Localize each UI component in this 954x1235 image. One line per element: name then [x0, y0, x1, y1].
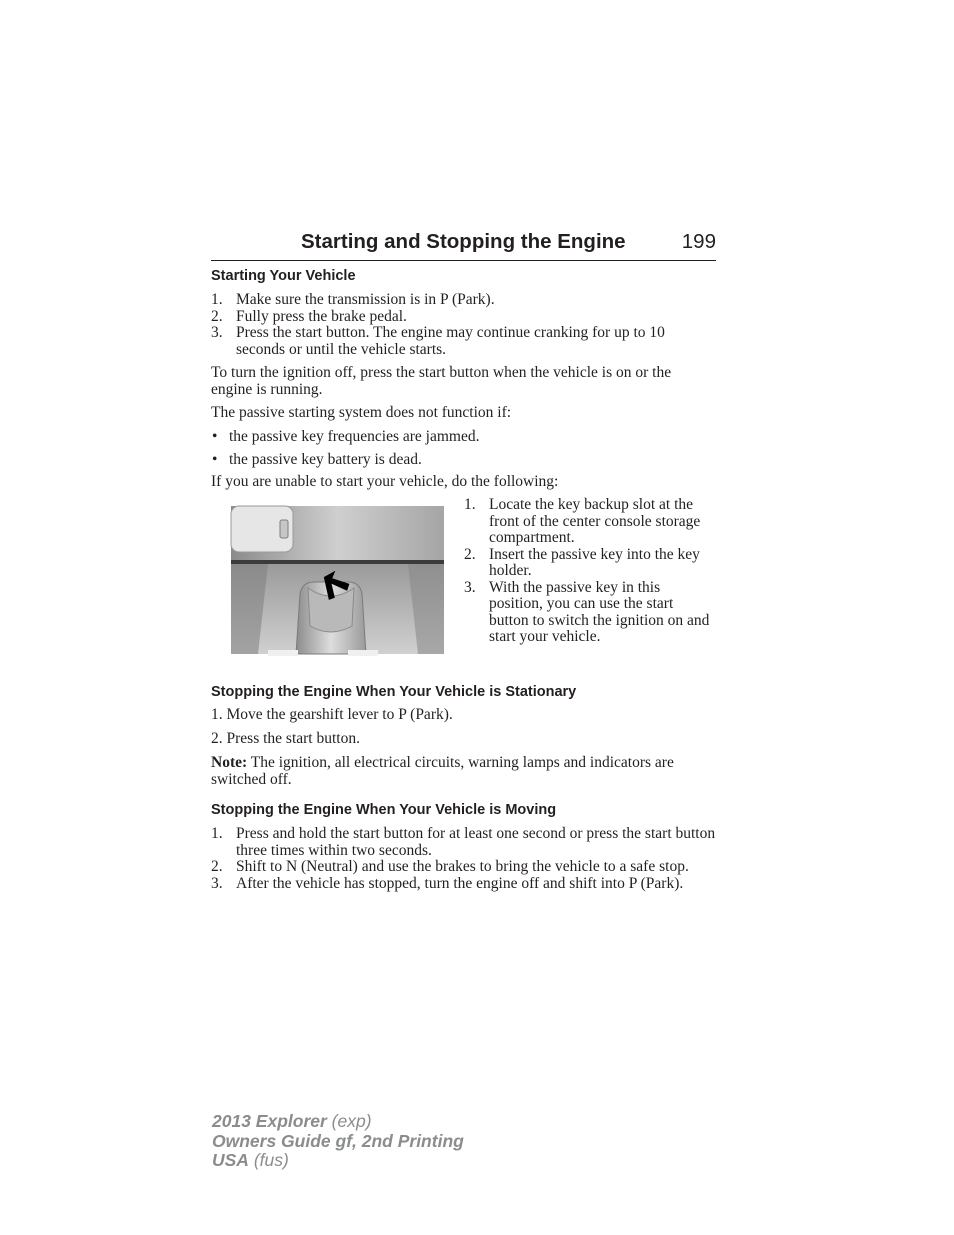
list-item: 1. Press and hold the start button for at least one second or press the start button three times within two seconds. — [211, 825, 716, 859]
list-item: 2. Insert the passive key into the key holder. — [464, 545, 700, 579]
list-item: 1. Locate the key backup slot at the front of the center console storage compartment. — [464, 496, 701, 546]
heading-starting-your-vehicle: Starting Your Vehicle — [211, 268, 356, 284]
footer-guide-line: Owners Guide gf, 2nd Printing — [212, 1130, 464, 1151]
heading-stopping-moving: Stopping the Engine When Your Vehicle is Moving — [211, 802, 557, 818]
page-header — [211, 229, 716, 261]
list-item: 2. Shift to N (Neutral) and use the brakes to bring the vehicle to a safe stop. — [211, 858, 689, 875]
bullet-item: • the passive key battery is dead. — [211, 452, 734, 469]
footer-market-line: USA (fus) — [212, 1150, 289, 1170]
paragraph-ignition-off: To turn the ignition off, press the start button when the vehicle is on or the engine is running. — [211, 364, 672, 398]
note-text: The ignition, all electrical circuits, warning lamps and indicators are switched off. — [211, 754, 674, 788]
list-item: 1. Make sure the transmission is in P (Park). — [211, 291, 495, 308]
heading-stopping-stationary: Stopping the Engine When Your Vehicle is Stationary — [211, 684, 577, 700]
stationary-step-2: 2. Press the start button. — [211, 730, 360, 747]
bullet-item: • the passive key frequencies are jammed. — [211, 429, 734, 446]
moving-steps-list — [211, 826, 716, 892]
list-item: 3. After the vehicle has stopped, turn the engine off and shift into P (Park). — [211, 874, 684, 892]
paragraph-unable-to-start: If you are unable to start your vehicle, do the following: — [211, 473, 559, 490]
stationary-step-1: 1. Move the gearshift lever to P (Park). — [211, 706, 453, 723]
page-number: 199 — [681, 230, 716, 253]
paragraph-passive-system: The passive starting system does not function if: — [211, 404, 512, 421]
note-label: Note: — [211, 754, 248, 771]
footer-model-line: 2013 Explorer (exp) — [212, 1111, 372, 1131]
chapter-title: Starting and Stopping the Engine — [301, 230, 626, 253]
page-footer — [212, 1112, 464, 1171]
key-backup-slot-illustration — [228, 504, 446, 657]
list-item: 3. With the passive key in this position, you can use the start button to switch the ignition on and start your vehicle. — [464, 578, 710, 645]
list-item: 3. Press the start button. The engine may continue cranking for up to 10 seconds or until the vehicle starts. — [211, 324, 665, 358]
backup-steps-list — [464, 497, 716, 646]
list-item: 2. Fully press the brake pedal. — [211, 307, 407, 325]
note-paragraph — [211, 755, 716, 788]
starting-steps-list — [211, 292, 716, 358]
